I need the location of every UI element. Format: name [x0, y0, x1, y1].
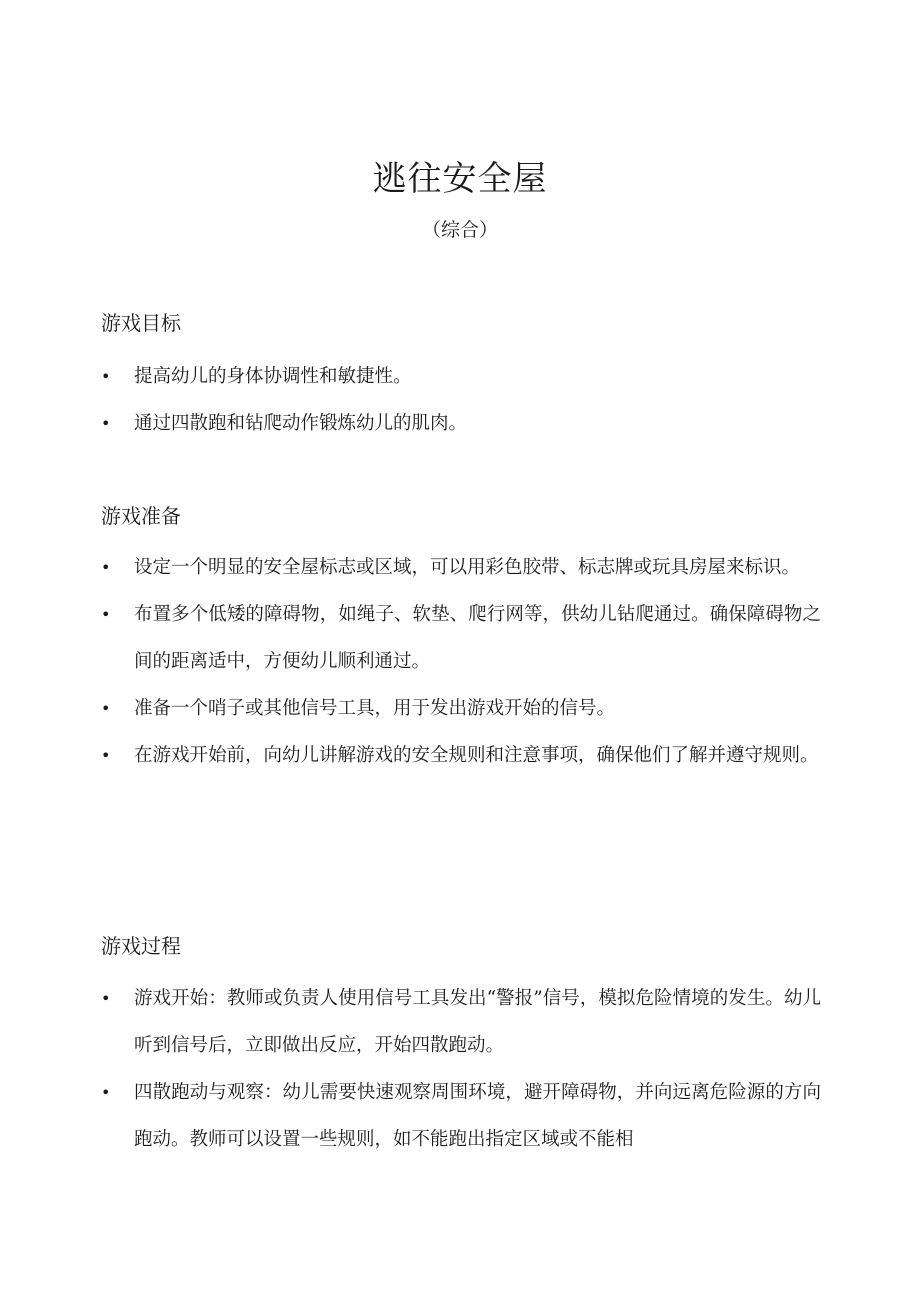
- list-item-text: 在游戏开始前，向幼儿讲解游戏的安全规则和注意事项，确保他们了解并遵守规则。: [134, 745, 819, 766]
- list-item-text: 游戏开始：教师或负责人使用信号工具发出“警报”信号，模拟危险情境的发生。幼儿听到信号后，立即做出反应，开始四散跑动。: [134, 988, 821, 1056]
- bullet-icon: •: [101, 414, 111, 433]
- list-item-text: 设定一个明显的安全屋标志或区域，可以用彩色胶带、标志牌或玩具房屋来标识。: [134, 557, 801, 578]
- list-item: [101, 544, 821, 591]
- bullet-icon: •: [101, 989, 111, 1008]
- list-item-text: 准备一个哨子或其他信号工具，用于发出游戏开始的信号。: [134, 698, 616, 719]
- list-item-text: 布置多个低矮的障碍物，如绳子、软垫、爬行网等，供幼儿钻爬通过。确保障碍物之间的距离适中，方便幼儿顺利通过。: [134, 604, 821, 672]
- list-item-text: 通过四散跑和钻爬动作锻炼幼儿的肌肉。: [134, 413, 468, 434]
- document-title: 逃往安全屋: [372, 159, 548, 199]
- bullet-icon: •: [101, 746, 111, 765]
- section-game-preparation: [101, 502, 821, 779]
- list-item: [101, 1069, 821, 1163]
- bullet-icon: •: [101, 1083, 111, 1102]
- document-subtitle: （综合）: [421, 219, 498, 241]
- list-item: [101, 685, 821, 732]
- section-game-goals: [101, 309, 821, 447]
- list-item-text: 提高幼儿的身体协调性和敏捷性。: [134, 366, 412, 387]
- bullet-icon: •: [101, 699, 111, 718]
- bullet-list: [101, 353, 821, 447]
- bullet-list: [101, 544, 821, 779]
- section-heading: 游戏准备: [101, 504, 181, 528]
- section-heading: 游戏过程: [101, 934, 181, 958]
- bullet-icon: •: [101, 605, 111, 624]
- list-item: [101, 732, 821, 779]
- list-item-text: 四散跑动与观察：幼儿需要快速观察周围环境，避开障碍物，并向远离危险源的方向跑动。教师可以设置一些规则，如不能跑出指定区域或不能相: [134, 1082, 821, 1150]
- bullet-list: [101, 975, 821, 1163]
- list-item: [101, 975, 821, 1069]
- list-item: [101, 591, 821, 685]
- bullet-icon: •: [101, 558, 111, 577]
- bullet-icon: •: [101, 367, 111, 386]
- section-game-process: [101, 932, 821, 1163]
- list-item: [101, 353, 821, 400]
- list-item: [101, 400, 821, 447]
- section-heading: 游戏目标: [101, 311, 181, 335]
